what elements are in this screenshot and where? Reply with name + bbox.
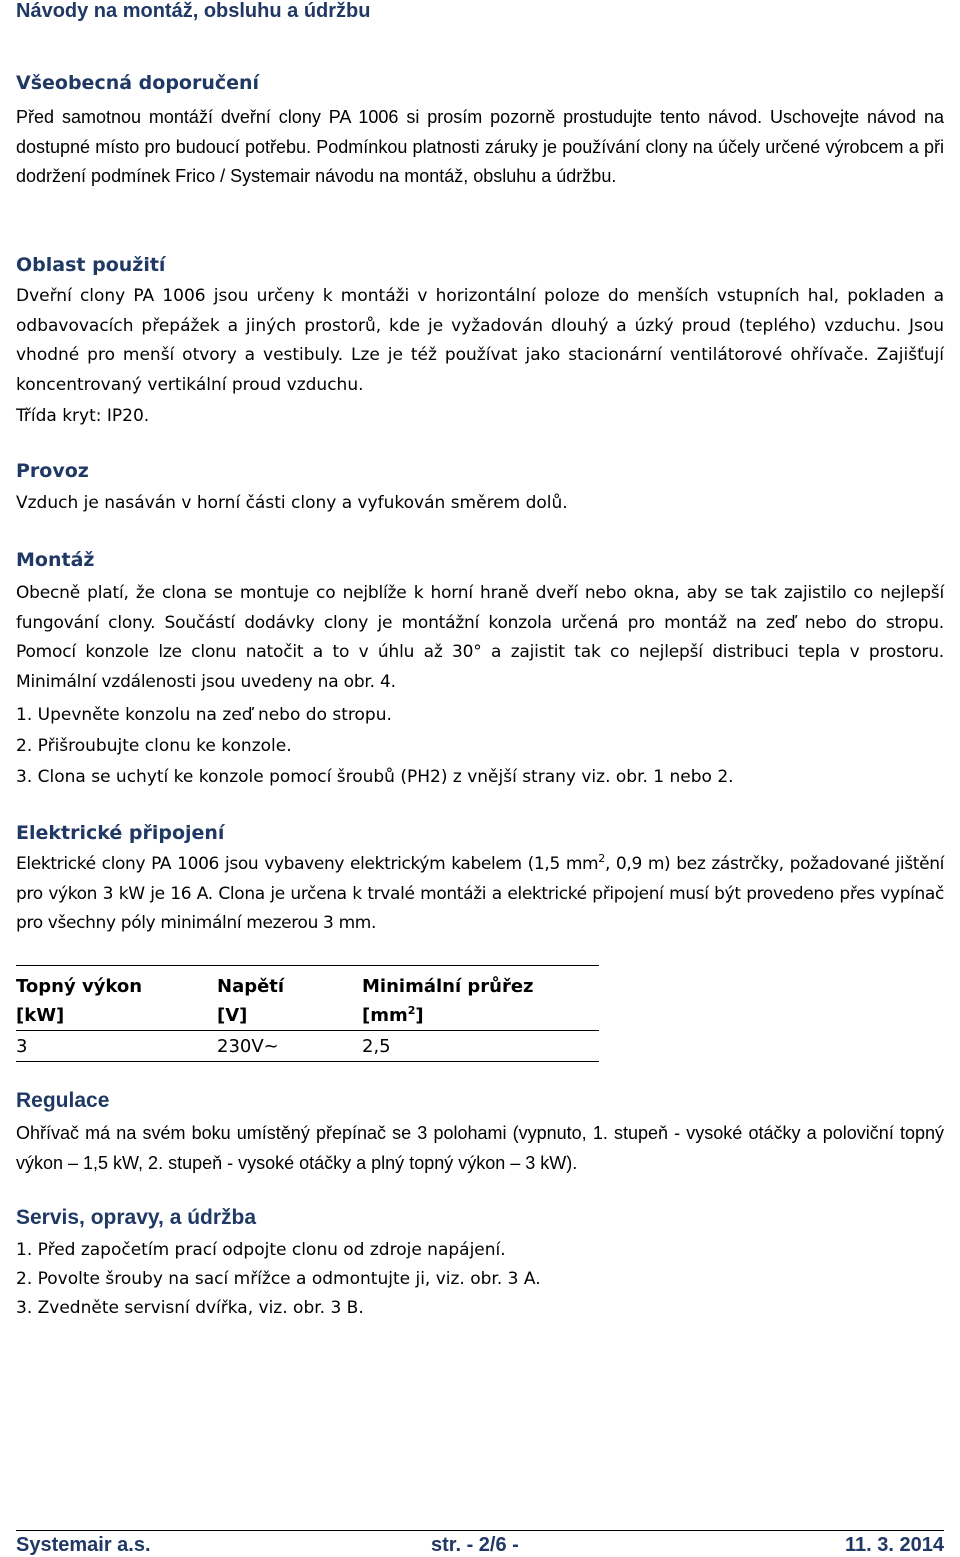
protection-class: Třída kryt: IP20. (16, 406, 150, 426)
heading-service: Servis, opravy, a údržba (16, 1206, 257, 1229)
document-header: Návody na montáž, obsluhu a údržbu (16, 0, 371, 22)
installation-step-2: 2. Přišroubujte clonu ke konzole. (16, 736, 292, 756)
paragraph-usage: Dveřní clony PA 1006 jsou určeny k montáži v horizontální poloze do menších vstupních hal, pokladen a odbavovacích přepážek a jiných prostorů, kde je vyžadován dlouhý a úzký proud (teplého) vzduchu. Jsou vhodné pro menší otvory a vestibuly. Lze je též používat jako stacionární ventilátorové ohřívače. Zajišťují koncentrovaný vertikální proud vzduchu. (16, 286, 944, 395)
header-cross-section: Minimální průřez $[mm^2]$ (362, 976, 534, 1026)
power-table (16, 965, 599, 1062)
header-power: Topný výkon [kW] (16, 976, 143, 1026)
paragraph-installation: Obecně platí, že clona se montuje co nejblíže k horní hraně dveří nebo okna, aby se tak zajistilo co nejlepší fungování clony. Součástí dodávky clony je montážní konzola určená pro montáž na zeď nebo do stropu. Pomocí konzole lze clonu natočit a to v úhlu až 30° a zajistit tak co nejlepší distribuci tepla v prostoru. Minimální vzdálenosti jsou uvedeny na obr. 4. (16, 583, 944, 692)
heading-general: Všeobecná doporučení (16, 72, 260, 94)
cell-cross-section: 2,5 (362, 1036, 391, 1057)
service-step-3: 3. Zvedněte servisní dvířka, viz. obr. 3 B. (16, 1298, 364, 1318)
installation-step-1: 1. Upevněte konzolu na zeď nebo do stropu. (16, 705, 392, 725)
footer-date: 11. 3. 2014 (845, 1534, 944, 1556)
heading-usage: Oblast použití (16, 254, 166, 276)
footer-page-number: str. - 2/6 - (431, 1534, 519, 1556)
document-footer (16, 1530, 944, 1557)
heading-electrical: Elektrické připojení (16, 822, 225, 844)
paragraph-electrical: Elektrické clony PA 1006 jsou vybaveny elektrickým kabelem (1,5 $mm^2$, 0,9 m) bez zástrčky, požadované jištění pro výkon 3 kW je 16 A. Clona je určena k trvalé montáži a elektrické připojení musí být provedeno přes vypínač pro všechny póly minimální mezerou 3 mm. (16, 852, 944, 933)
heading-regulation: Regulace (16, 1089, 110, 1112)
service-step-1: 1. Před započetím prací odpojte clonu od zdroje napájení. (16, 1240, 506, 1260)
heading-installation: Montáž (16, 549, 95, 571)
cell-voltage: 230V~ (217, 1036, 279, 1057)
service-step-2: 2. Povolte šrouby na sací mřížce a odmontujte ji, viz. obr. 3 A. (16, 1269, 541, 1289)
cell-power: 3 (16, 1036, 28, 1057)
header-voltage: Napětí [V] (217, 976, 285, 1026)
installation-step-3: 3. Clona se uchytí ke konzole pomocí šroubů (PH2) z vnější strany viz. obr. 1 nebo 2. (16, 767, 734, 787)
paragraph-regulation: Ohřívač má na svém boku umístěný přepínač se 3 polohami (vypnuto, 1. stupeň - vysoké otáčky a poloviční topný výkon – 1,5 kW, 2. stupeň - vysoké otáčky a plný topný výkon – 3 kW). (16, 1123, 944, 1173)
heading-operation: Provoz (16, 460, 89, 482)
table-row (16, 1031, 599, 1062)
paragraph-operation: Vzduch je nasáván v horní části clony a vyfukován směrem dolů. (16, 493, 568, 513)
paragraph-general: Před samotnou montáží dveřní clony PA 1006 si prosím pozorně prostudujte tento návod. Uschovejte návod na dostupné místo pro budoucí potřebu. Podmínkou platnosti záruky je používání clony na účely určené výrobcem a při dodržení podmínek Frico / Systemair návodu na montáž, obsluhu a údržbu. (16, 107, 944, 186)
footer-company: Systemair a.s. (16, 1534, 151, 1556)
table-header-row (16, 966, 599, 1031)
